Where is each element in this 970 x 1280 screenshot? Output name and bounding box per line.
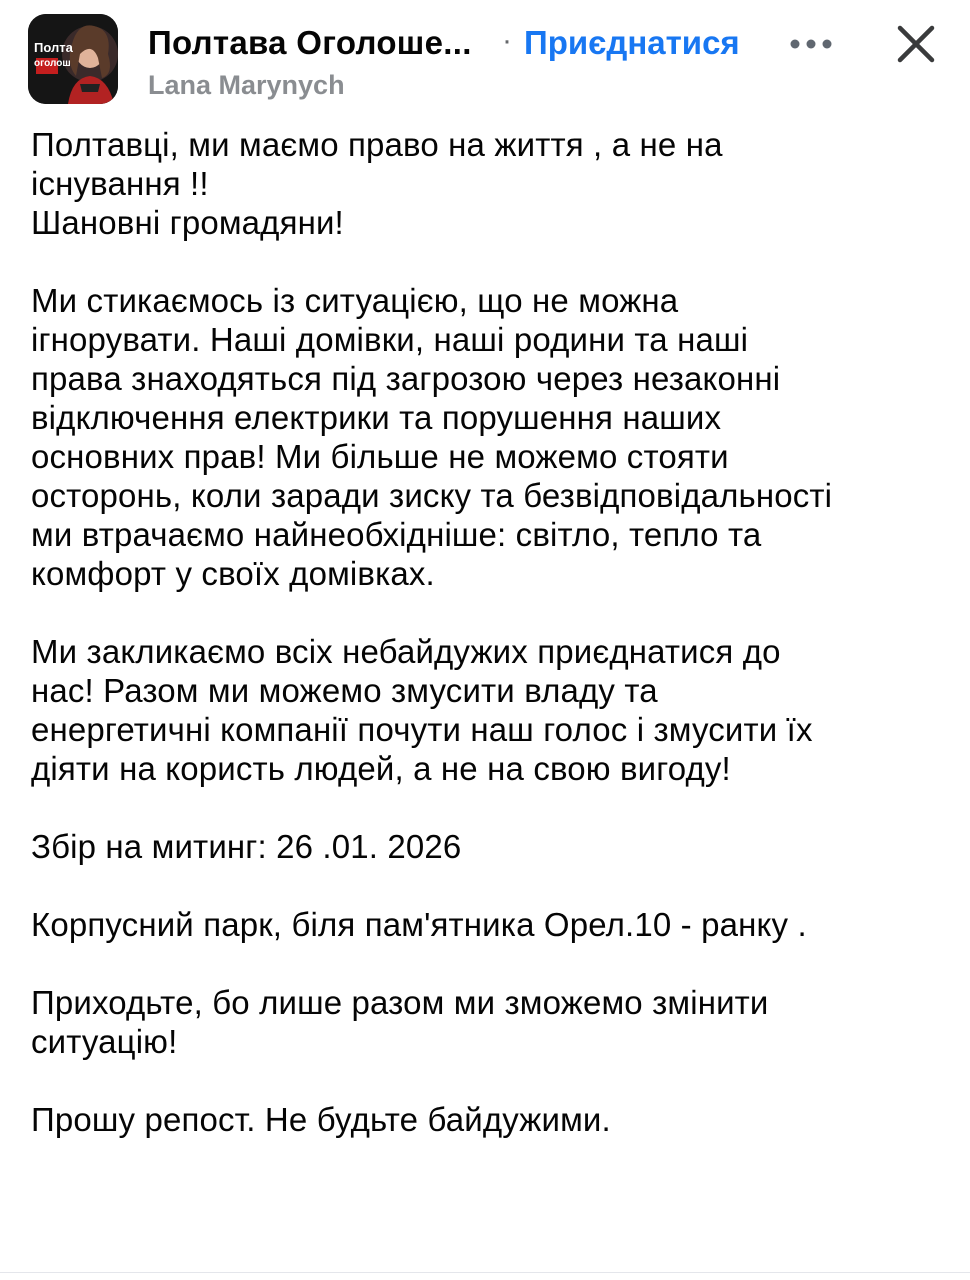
close-button[interactable] [894,22,938,66]
post-paragraph [31,827,951,866]
post-line: Шановні громадяни! [31,204,344,241]
post-author-link[interactable]: Lana Marynych [148,70,345,100]
post-paragraph [31,1100,951,1139]
post-line: ми втрачаємо найнеобхідніше: світло, тепло та [31,516,762,553]
post-line: енергетичні компанії почути наш голос і змусити їх [31,711,813,748]
post-line: Ми закликаємо всіх небайдужих приєднатися до [31,633,781,670]
bottom-divider [0,1272,970,1273]
post-line: відключення електрики та порушення наших [31,399,722,436]
post-text [31,125,951,1178]
group-avatar[interactable] [28,14,118,104]
post-line: основних прав! Ми більше не можемо стояти [31,438,729,475]
more-options-button[interactable] [788,34,834,54]
post-header [28,14,948,106]
more-horizontal-icon [788,34,834,54]
post-line: Прошу репост. Не будьте байдужими. [31,1101,611,1138]
post-line: права знаходяться під загрозою через незаконні [31,360,781,397]
post-line: діяти на користь людей, а не на свою вигоду! [31,750,731,787]
avatar-subtitle-text: оголош [34,58,71,69]
post-line: ігнорувати. Наші домівки, наші родини та наші [31,321,749,358]
post-line: осторонь, коли заради зиску та безвідповідальності [31,477,833,514]
group-avatar-image [28,14,118,104]
avatar-title-text: Полта [34,40,73,55]
post-line: Ми стикаємось із ситуацією, що не можна [31,282,679,319]
post-paragraph [31,632,951,788]
title-separator: · [502,24,512,57]
post-line: ситуацію! [31,1023,178,1060]
post-paragraph [31,281,951,593]
post-line: існування !! [31,165,209,202]
post-line: Полтавці, ми маємо право на життя , а не на [31,126,723,163]
group-name-link[interactable]: Полтава Оголоше... [148,24,472,61]
post-paragraph [31,905,951,944]
post-line: нас! Разом ми можемо змусити владу та [31,672,658,709]
post-paragraph [31,125,951,242]
join-group-button[interactable]: Приєднатися [524,24,740,61]
post-line: комфорт у своїх домівках. [31,555,435,592]
post-paragraph [31,983,951,1061]
post-line: Збір на митинг: 26 .01. 2026 [31,828,462,865]
post-line: Приходьте, бо лише разом ми зможемо змінити [31,984,769,1021]
post-line: Корпусний парк, біля пам'ятника Орел.10 - ранку . [31,906,807,943]
close-icon [894,22,938,66]
